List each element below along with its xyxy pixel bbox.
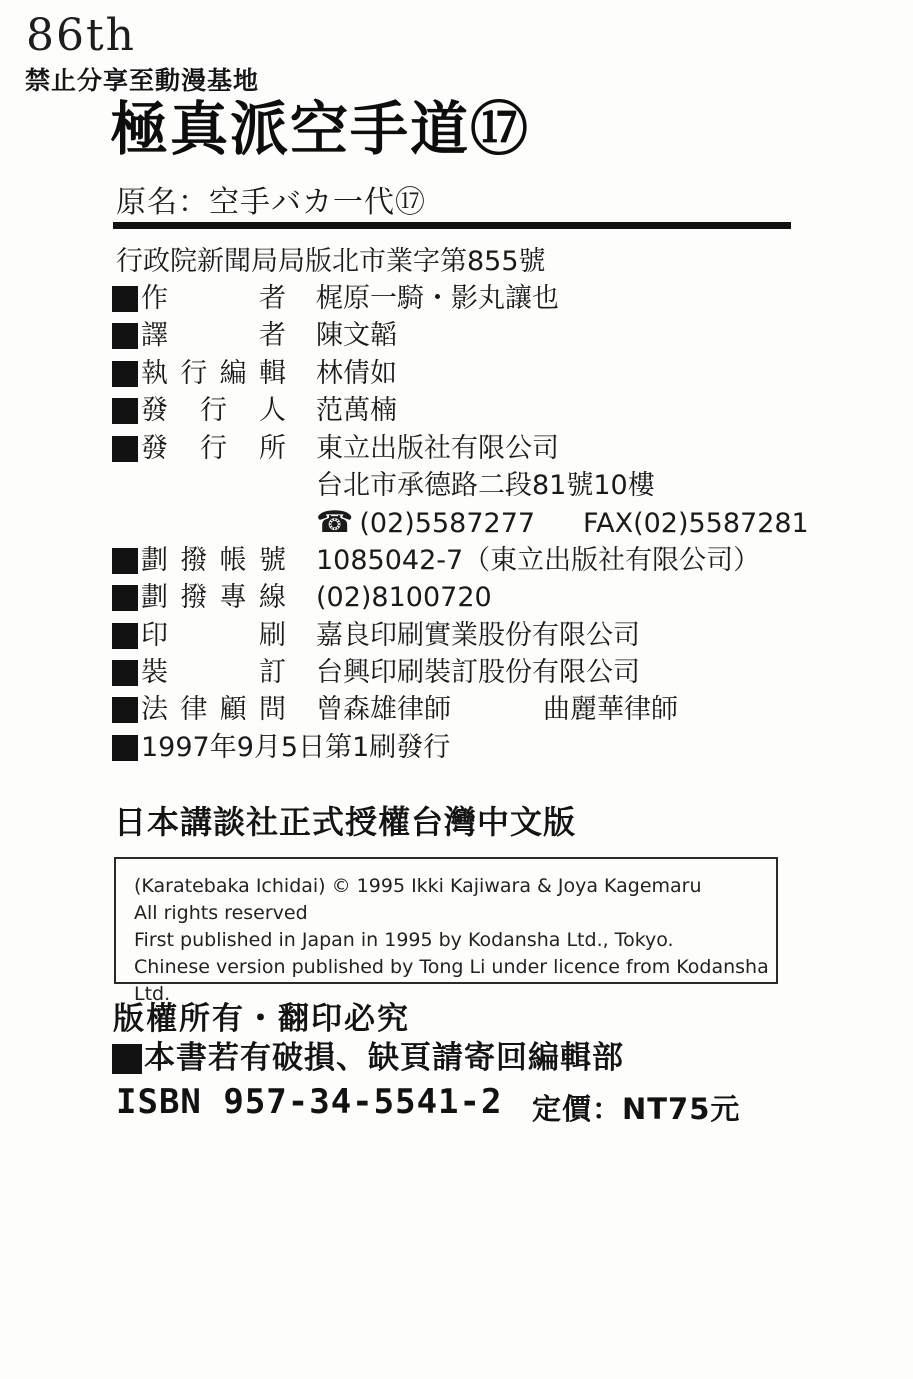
postal-account-row xyxy=(112,543,812,580)
square-bullet-icon xyxy=(112,361,138,387)
phone-number: (02)5587277 xyxy=(359,508,536,540)
copyright-line-1: (Karatebaka Ichidai) © 1995 Ikki Kajiwara & Joya Kagemaru xyxy=(134,875,702,897)
editor-label: 執行編輯 xyxy=(141,357,286,389)
publisher-address: 台北市承德路二段81號10樓 xyxy=(316,469,655,501)
legal-advisor-label: 法律顧問 xyxy=(141,694,286,726)
all-rights-reserved-line: 版權所有・翻印必究 xyxy=(113,1001,410,1037)
lawyer-2: 曲麗華律師 xyxy=(543,694,678,726)
square-bullet-icon xyxy=(112,323,138,349)
legal-advisors xyxy=(316,692,678,728)
issuer-value: 范萬楠 xyxy=(316,395,397,427)
fax-number: FAX(02)5587281 xyxy=(583,508,809,540)
license-statement: 日本講談社正式授權台灣中文版 xyxy=(114,803,577,841)
postal-account-label: 劃撥帳號 xyxy=(141,544,286,576)
original-title: 原名：空手バカ一代⑰ xyxy=(116,185,426,220)
printer-row xyxy=(112,618,812,655)
square-bullet-icon xyxy=(112,623,138,649)
square-bullet-icon xyxy=(112,436,138,462)
publisher-value: 東立出版社有限公司 xyxy=(316,432,559,464)
translator-label: 譯者 xyxy=(141,320,286,352)
copyright-line-4: Chinese version published by Tong Li under licence from Kodansha Ltd. xyxy=(134,956,769,1005)
author-row xyxy=(112,281,812,318)
binder-label: 裝訂 xyxy=(141,656,286,688)
damaged-book-notice: 本書若有破損、缺頁請寄回編輯部 xyxy=(144,1040,624,1076)
title-divider-rule xyxy=(113,222,791,229)
binder-row xyxy=(112,655,812,692)
english-copyright-box xyxy=(114,857,778,1005)
phone-fax-row xyxy=(112,505,812,542)
translator-value: 陳文韜 xyxy=(316,320,397,352)
print-date-row xyxy=(112,730,812,767)
book-title: 極真派空手道⑰ xyxy=(110,95,531,163)
square-bullet-icon xyxy=(112,585,138,611)
author-value: 梶原一騎・影丸讓也 xyxy=(316,283,559,314)
postal-account-value: 1085042-7（東立出版社有限公司） xyxy=(316,544,761,576)
square-bullet-icon xyxy=(112,1044,142,1074)
edition-mark: 86th xyxy=(26,10,137,61)
printer-label: 印刷 xyxy=(141,619,286,651)
author-label: 作者 xyxy=(141,283,286,314)
postal-hotline-row xyxy=(112,580,812,617)
postal-hotline-label: 劃撥專線 xyxy=(141,582,286,614)
binder-value: 台興印刷裝訂股份有限公司 xyxy=(316,656,640,688)
watermark-text: 禁止分享至動漫基地 xyxy=(25,66,260,95)
publisher-label: 發行所 xyxy=(141,432,286,464)
square-bullet-icon xyxy=(112,286,138,312)
phone-fax-value xyxy=(316,505,809,542)
damaged-book-notice-row xyxy=(112,1038,624,1078)
translator-row xyxy=(112,318,812,355)
square-bullet-icon xyxy=(112,548,138,574)
colophon-rows xyxy=(112,281,812,767)
isbn-number: ISBN 957-34-5541-2 xyxy=(116,1082,503,1122)
lawyer-1: 曾森雄律師 xyxy=(316,694,451,726)
printer-value: 嘉良印刷實業股份有限公司 xyxy=(316,619,640,651)
square-bullet-icon xyxy=(112,735,138,761)
copyright-line-3: First published in Japan in 1995 by Kodansha Ltd., Tokyo. xyxy=(134,929,674,951)
print-date: 1997年9月5日第1刷發行 xyxy=(141,731,451,763)
publisher-address-row xyxy=(112,468,812,505)
publisher-row xyxy=(112,431,812,468)
postal-hotline-value: (02)8100720 xyxy=(316,582,492,614)
square-bullet-icon xyxy=(112,398,138,424)
copyright-line-2: All rights reserved xyxy=(134,902,308,924)
telephone-icon: ☎ xyxy=(316,505,354,541)
price-label: 定價：NT75元 xyxy=(532,1092,741,1126)
issuer-row xyxy=(112,393,812,430)
editor-row xyxy=(112,356,812,393)
editor-value: 林倩如 xyxy=(316,357,397,389)
issuer-label: 發行人 xyxy=(141,395,286,427)
square-bullet-icon xyxy=(112,660,138,686)
registration-number: 行政院新聞局局版北市業字第855號 xyxy=(116,246,546,277)
legal-advisor-row xyxy=(112,692,812,729)
square-bullet-icon xyxy=(112,697,138,723)
